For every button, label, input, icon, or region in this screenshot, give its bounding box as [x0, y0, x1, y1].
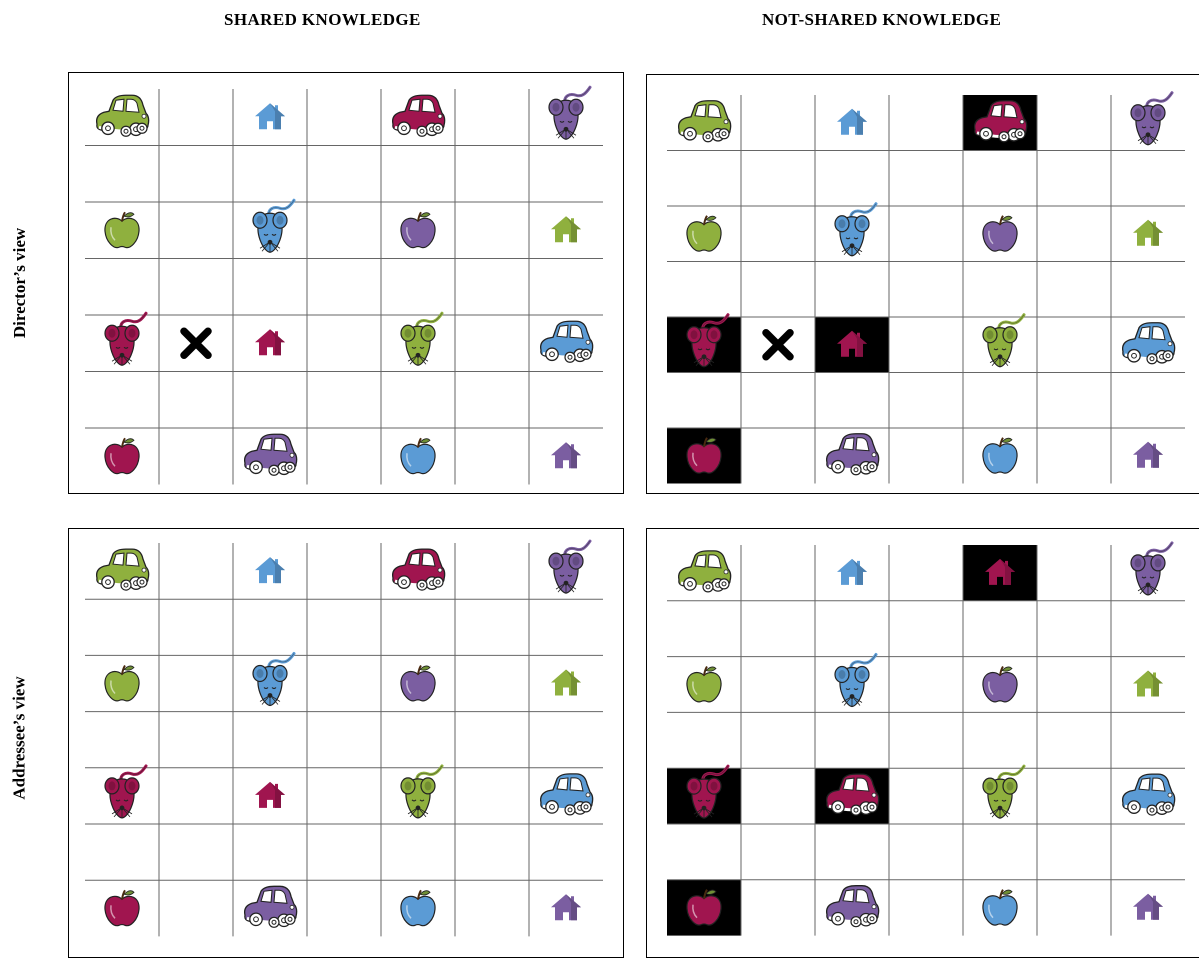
blue-house-icon[interactable] — [837, 109, 867, 135]
purple-car-icon[interactable] — [245, 434, 297, 475]
addressee-not-shared-grid-panel — [646, 528, 1199, 958]
green-apple-icon[interactable] — [105, 212, 139, 247]
label-directors-view: Director’s view — [10, 227, 30, 339]
purple-mouse-icon[interactable] — [1131, 543, 1172, 595]
green-mouse-icon[interactable] — [983, 766, 1024, 818]
crimson-house-icon[interactable] — [255, 329, 285, 355]
grid-lines — [85, 543, 603, 936]
blue-apple-icon[interactable] — [983, 438, 1017, 473]
label-addressees-view: Addressee’s view — [10, 675, 30, 800]
blue-car-icon[interactable] — [1123, 323, 1175, 364]
green-house-icon[interactable] — [551, 670, 581, 696]
director-shared-grid-panel — [68, 72, 624, 494]
purple-house-icon[interactable] — [1133, 894, 1163, 920]
blue-house-icon[interactable] — [255, 557, 285, 583]
blue-apple-icon[interactable] — [401, 438, 435, 473]
green-mouse-icon[interactable] — [401, 766, 442, 818]
blue-mouse-icon[interactable] — [253, 200, 294, 252]
green-mouse-icon[interactable] — [401, 313, 442, 365]
grid-lines — [667, 545, 1185, 936]
green-car-icon[interactable] — [679, 551, 731, 592]
blue-apple-icon[interactable] — [983, 890, 1017, 925]
heading-shared-knowledge: SHARED KNOWLEDGE — [224, 10, 421, 29]
crimson-apple-icon[interactable] — [105, 438, 139, 473]
green-house-icon[interactable] — [551, 216, 581, 242]
purple-car-icon[interactable] — [827, 886, 879, 927]
crimson-mouse-icon[interactable] — [105, 313, 146, 365]
green-house-icon[interactable] — [1133, 671, 1163, 697]
grid-svg — [647, 75, 1199, 494]
purple-mouse-icon[interactable] — [549, 541, 590, 593]
blue-apple-icon[interactable] — [401, 890, 435, 925]
purple-house-icon[interactable] — [551, 442, 581, 468]
grid-lines — [85, 89, 603, 485]
crimson-house-icon[interactable] — [255, 782, 285, 808]
purple-apple-icon[interactable] — [401, 666, 435, 701]
purple-apple-icon[interactable] — [983, 667, 1017, 702]
grid-svg — [69, 73, 624, 494]
blue-car-icon[interactable] — [541, 321, 593, 362]
green-apple-icon[interactable] — [687, 216, 721, 251]
heading-not-shared-knowledge: NOT-SHARED KNOWLEDGE — [762, 10, 1002, 29]
grid-svg — [69, 529, 624, 958]
addressee-shared-grid-panel — [68, 528, 624, 958]
grid-svg — [647, 529, 1199, 958]
crimson-car-icon[interactable] — [393, 95, 445, 136]
green-apple-icon[interactable] — [687, 667, 721, 702]
crimson-mouse-icon[interactable] — [105, 766, 146, 818]
blue-car-icon[interactable] — [541, 774, 593, 815]
director-not-shared-grid-panel — [646, 74, 1199, 494]
green-mouse-icon[interactable] — [983, 315, 1024, 367]
purple-car-icon[interactable] — [827, 434, 879, 475]
target-x-marker — [766, 333, 790, 357]
green-car-icon[interactable] — [97, 549, 149, 590]
purple-car-icon[interactable] — [245, 886, 297, 927]
green-house-icon[interactable] — [1133, 220, 1163, 246]
target-x-marker — [184, 331, 208, 355]
blue-house-icon[interactable] — [837, 559, 867, 585]
crimson-apple-icon[interactable] — [105, 890, 139, 925]
crimson-car-icon[interactable] — [393, 549, 445, 590]
blue-mouse-icon[interactable] — [835, 655, 876, 707]
purple-mouse-icon[interactable] — [549, 87, 590, 139]
blue-mouse-icon[interactable] — [835, 204, 876, 256]
blue-car-icon[interactable] — [1123, 774, 1175, 815]
grid-lines — [667, 95, 1185, 484]
green-car-icon[interactable] — [679, 101, 731, 142]
purple-house-icon[interactable] — [1133, 442, 1163, 468]
purple-mouse-icon[interactable] — [1131, 93, 1172, 145]
green-apple-icon[interactable] — [105, 666, 139, 701]
purple-apple-icon[interactable] — [983, 216, 1017, 251]
blue-house-icon[interactable] — [255, 103, 285, 129]
green-car-icon[interactable] — [97, 95, 149, 136]
purple-house-icon[interactable] — [551, 894, 581, 920]
blue-mouse-icon[interactable] — [253, 654, 294, 706]
purple-apple-icon[interactable] — [401, 212, 435, 247]
